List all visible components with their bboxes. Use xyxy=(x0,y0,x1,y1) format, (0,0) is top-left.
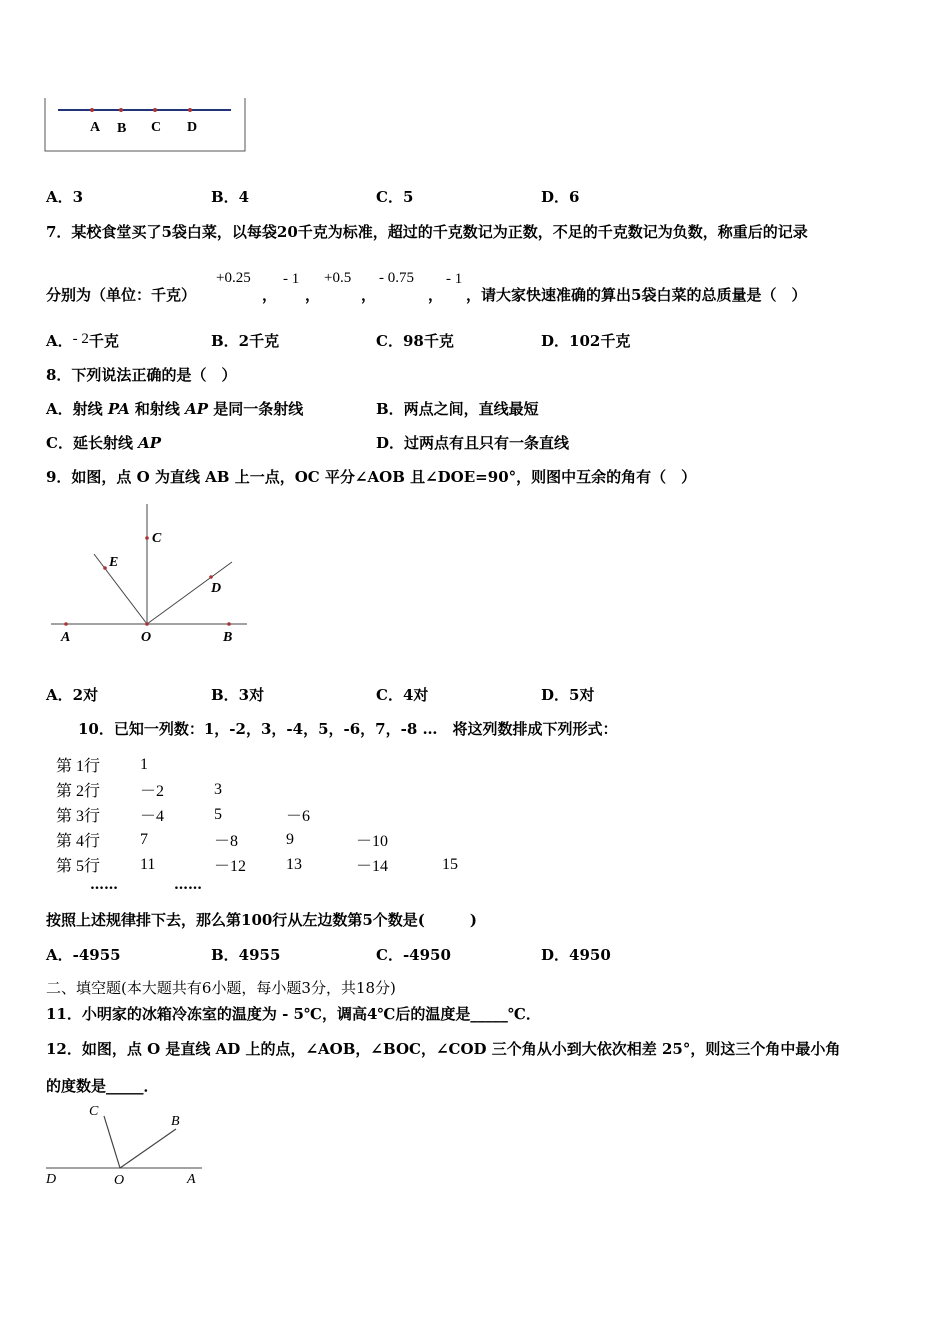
q9-stem: 9．如图，点 O 为直线 AB 上一点，OC 平分∠AOB 且∠DOE=90°，则图中互余的角有（ ） xyxy=(46,468,697,486)
q8-option-a-mid: 和射线 xyxy=(129,400,186,418)
cell: －14 xyxy=(356,858,389,875)
fig6-label-c: C xyxy=(151,120,162,135)
q8-option-a-ap: AP xyxy=(185,400,209,418)
q9-label-o: O xyxy=(141,630,152,645)
q10-option-b: B．4955 xyxy=(211,946,281,964)
q12-label-b: B xyxy=(171,1114,180,1129)
row-label: 第 5行 xyxy=(56,858,101,875)
table-row xyxy=(56,827,482,852)
q7-option-c: C．98千克 xyxy=(376,332,454,350)
q7-stem-line1: 7．某校食堂买了5袋白菜，以每袋20千克为标准，超过的千克数记为正数，不足的千克数记为负数，称重后的记录 xyxy=(46,223,808,241)
cell: －4 xyxy=(140,808,165,825)
cell: －6 xyxy=(286,808,311,825)
q9-option-a: A．2对 xyxy=(46,686,99,704)
table-row xyxy=(56,752,482,777)
q7-value-5: - 1 xyxy=(446,271,463,287)
q6-option-b: B．4 xyxy=(211,188,250,206)
q7-option-d: D．102千克 xyxy=(541,332,631,350)
q7-value-2: - 1 xyxy=(283,271,300,287)
q7-option-a-value: - 2 xyxy=(72,331,89,347)
q8-stem: 8．下列说法正确的是（ ） xyxy=(46,366,237,384)
q9-label-c: C xyxy=(152,531,162,546)
q8-option-d: D．过两点有且只有一条直线 xyxy=(376,434,570,452)
table-row xyxy=(56,777,482,802)
q12-label-a: A xyxy=(187,1172,196,1187)
q10-option-a: A．-4955 xyxy=(46,946,121,964)
q7-value-4: - 0.75 xyxy=(379,270,414,286)
q8-option-a xyxy=(46,398,303,419)
cell: 13 xyxy=(286,855,302,873)
q9-option-c: C．4对 xyxy=(376,686,429,704)
cell: －2 xyxy=(140,783,165,800)
q8-option-c-ap: AP xyxy=(138,434,162,452)
q10-option-c: C．-4950 xyxy=(376,946,451,964)
q12-stem-line1: 12．如图，点 O 是直线 AD 上的点，∠AOB，∠BOC，∠COD 三个角从小到大依次相差 25°，则这三个角中最小角 xyxy=(46,1040,841,1058)
q9-figure xyxy=(48,500,252,650)
cell: －12 xyxy=(214,858,247,875)
q9-label-e: E xyxy=(109,555,119,570)
row-label: 第 4行 xyxy=(56,833,101,850)
q12-label-d: D xyxy=(46,1172,57,1187)
q7-stem-line2-end: ，请大家快速准确的算出5袋白菜的总质量是（ ） xyxy=(466,286,807,304)
q11-text: 11．小明家的冰箱冷冻室的温度为 - 5℃，调高4℃后的温度是_____℃． xyxy=(46,1005,541,1023)
fig6-label-d: D xyxy=(187,120,198,135)
q10-stem: 10．已知一列数：1，-2，3，-4，5，-6，7，-8 … 将这列数排成下列形式： xyxy=(78,720,618,738)
q7-sep-2: ， xyxy=(305,286,321,304)
q7-option-a-unit: 千克 xyxy=(88,332,119,350)
cell: 1 xyxy=(140,755,148,773)
cell: 7 xyxy=(140,830,148,848)
fig6-label-b: B xyxy=(117,121,127,136)
q12-stem-line2: 的度数是_____． xyxy=(46,1077,159,1095)
row-label: 第 3行 xyxy=(56,808,101,825)
q6-option-c: C．5 xyxy=(376,188,414,206)
q8-option-b: B．两点之间，直线最短 xyxy=(376,400,539,418)
q8-option-a-pre: A．射线 xyxy=(46,400,108,418)
q12-label-c: C xyxy=(89,1104,99,1119)
table-row xyxy=(56,852,482,877)
q7-stem-line2-start: 分别为（单位：千克） xyxy=(46,286,197,304)
row-label: 第 1行 xyxy=(56,758,101,775)
q8-option-c-pre: C．延长射线 xyxy=(46,434,139,452)
row-label: 第 2行 xyxy=(56,783,101,800)
q7-sep-3: ， xyxy=(361,286,377,304)
q10-question: 按照上述规律排下去，那么第100行从左边数第5个数是( ) xyxy=(46,911,477,929)
table-row xyxy=(56,802,482,827)
q12-label-o: O xyxy=(114,1173,125,1188)
cell: 5 xyxy=(214,805,222,823)
q7-option-a-letter: A． xyxy=(46,332,73,350)
cell: －10 xyxy=(356,833,389,850)
q7-value-1: +0.25 xyxy=(216,270,251,286)
q6-option-a: A．3 xyxy=(46,188,84,206)
q10-dots-1: …… xyxy=(90,877,118,893)
q9-label-a: A xyxy=(61,630,71,645)
q7-value-3: +0.5 xyxy=(324,270,352,286)
cell: 15 xyxy=(442,855,458,873)
cell: 9 xyxy=(286,830,294,848)
q10-number-table xyxy=(56,752,482,877)
q9-option-d: D．5对 xyxy=(541,686,595,704)
q7-option-b: B．2千克 xyxy=(211,332,280,350)
q6-figure xyxy=(44,98,248,154)
q9-label-d: D xyxy=(211,581,222,596)
q10-dots-2: …… xyxy=(174,877,202,893)
q10-option-d: D．4950 xyxy=(541,946,611,964)
q7-option-a xyxy=(46,330,119,351)
cell: －8 xyxy=(214,833,239,850)
q8-option-a-post: 是同一条射线 xyxy=(208,400,304,418)
q8-option-a-pa: PA xyxy=(107,400,130,418)
section-2-heading: 二、填空题(本大题共有6小题，每小题3分，共18分) xyxy=(46,979,396,997)
q9-option-b: B．3对 xyxy=(211,686,265,704)
q8-option-c xyxy=(46,432,161,453)
cell: 11 xyxy=(140,855,156,873)
q7-sep-4: ， xyxy=(428,286,444,304)
q7-sep-1: ， xyxy=(262,286,278,304)
cell: 3 xyxy=(214,780,222,798)
fig6-label-a: A xyxy=(90,120,101,135)
q12-figure xyxy=(44,1100,208,1192)
q9-label-b: B xyxy=(223,630,233,645)
q6-option-d: D．6 xyxy=(541,188,580,206)
